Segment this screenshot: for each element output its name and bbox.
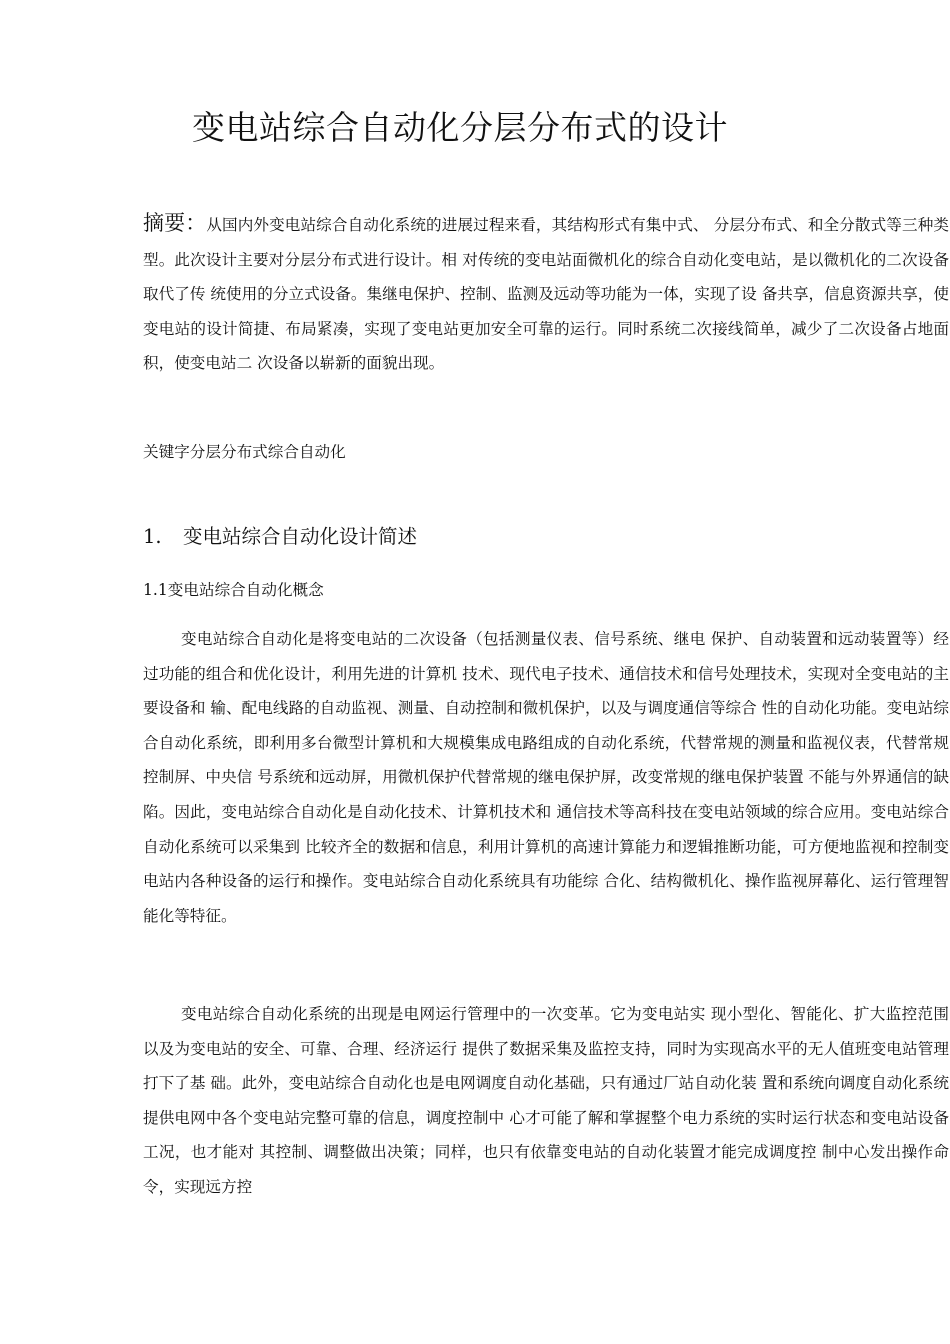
body-paragraph-1: 变电站综合自动化是将变电站的二次设备（包括测量仪表、信号系统、继电 保护、自动装置和远动装置等）经过功能的组合和优化设计，利用先进的计算机 技术、现代电子技术、通信技术和信号处理技术，实现对全变电站的主要设备和 输、配电线路的自动监视、测量、自动控制和微机保护，以及与调度通信等综合 性的自动化功能。变电站综合自动化系统，即利用多台微型计算机和大规模集成电路组成的自动化系统，代替常规的测量和监视仪表，代替常规控制屏、中央信 号系统和远动屏，用微机保护代替常规的继电保护屏，改变常规的继电保护装置 不能与外界通信的缺陷。因此，变电站综合自动化是自动化技术、计算机技术和 通信技术等高科技在变电站领域的综合应用。变电站综合自动化系统可以采集到 比较齐全的数据和信息，利用计算机的高速计算能力和逻辑推断功能，可方便地监视和控制变电站内各种设备的运行和操作。变电站综合自动化系统具有功能综 合化、结构微机化、操作监视屏幕化、运行管理智能化等特征。 xyxy=(143,630,949,925)
section-number: 1. xyxy=(143,525,162,548)
body-paragraph-2: 变电站综合自动化系统的出现是电网运行管理中的一次变革。它为变电站实 现小型化、智能化、扩大监控范围以及为变电站的安全、可靠、合理、经济运行 提供了数据采集及监控支持，同时为实现高水平的无人值班变电站管理打下了基 础。此外，变电站综合自动化也是电网调度自动化基础，只有通过厂站自动化装 置和系统向调度自动化系统提供电网中各个变电站完整可靠的信息，调度控制中 心才可能了解和掌握整个电力系统的实时运行状态和变电站设备工况，也才能对 其控制、调整做出决策；同样，也只有依靠变电站的自动化装置才能完成调度控 制中心发出操作命令，实现远方控 xyxy=(143,1005,949,1196)
subsection-heading: 1.1变电站综合自动化概念 xyxy=(143,581,324,599)
abstract-label: 摘要： xyxy=(143,211,207,235)
section-heading xyxy=(143,520,943,554)
keywords-line: 关键字分层分布式综合自动化 xyxy=(143,443,346,461)
abstract-text: 从国内外变电站综合自动化系统的进展过程来看，其结构形式有集中式、 分层分布式、和全分散式等三种类型。此次设计主要对分层分布式进行设计。相 对传统的变电站面微机化的综合自动化变电站，是以微机化的二次设备取代了传 统使用的分立式设备。集继电保护、控制、监测及远动等功能为一体，实现了设 备共享，信息资源共享，使变电站的设计简捷、布局紧凑，实现了变电站更加安全可靠的运行。同时系统二次接线简单，减少了二次设备占地面积，使变电站二 次设备以崭新的面貌出现。 xyxy=(143,216,949,372)
section-title: 变电站综合自动化设计简述 xyxy=(183,525,418,548)
document-title: 变电站综合自动化分层分布式的设计 xyxy=(192,108,728,147)
abstract-paragraph xyxy=(143,206,949,381)
